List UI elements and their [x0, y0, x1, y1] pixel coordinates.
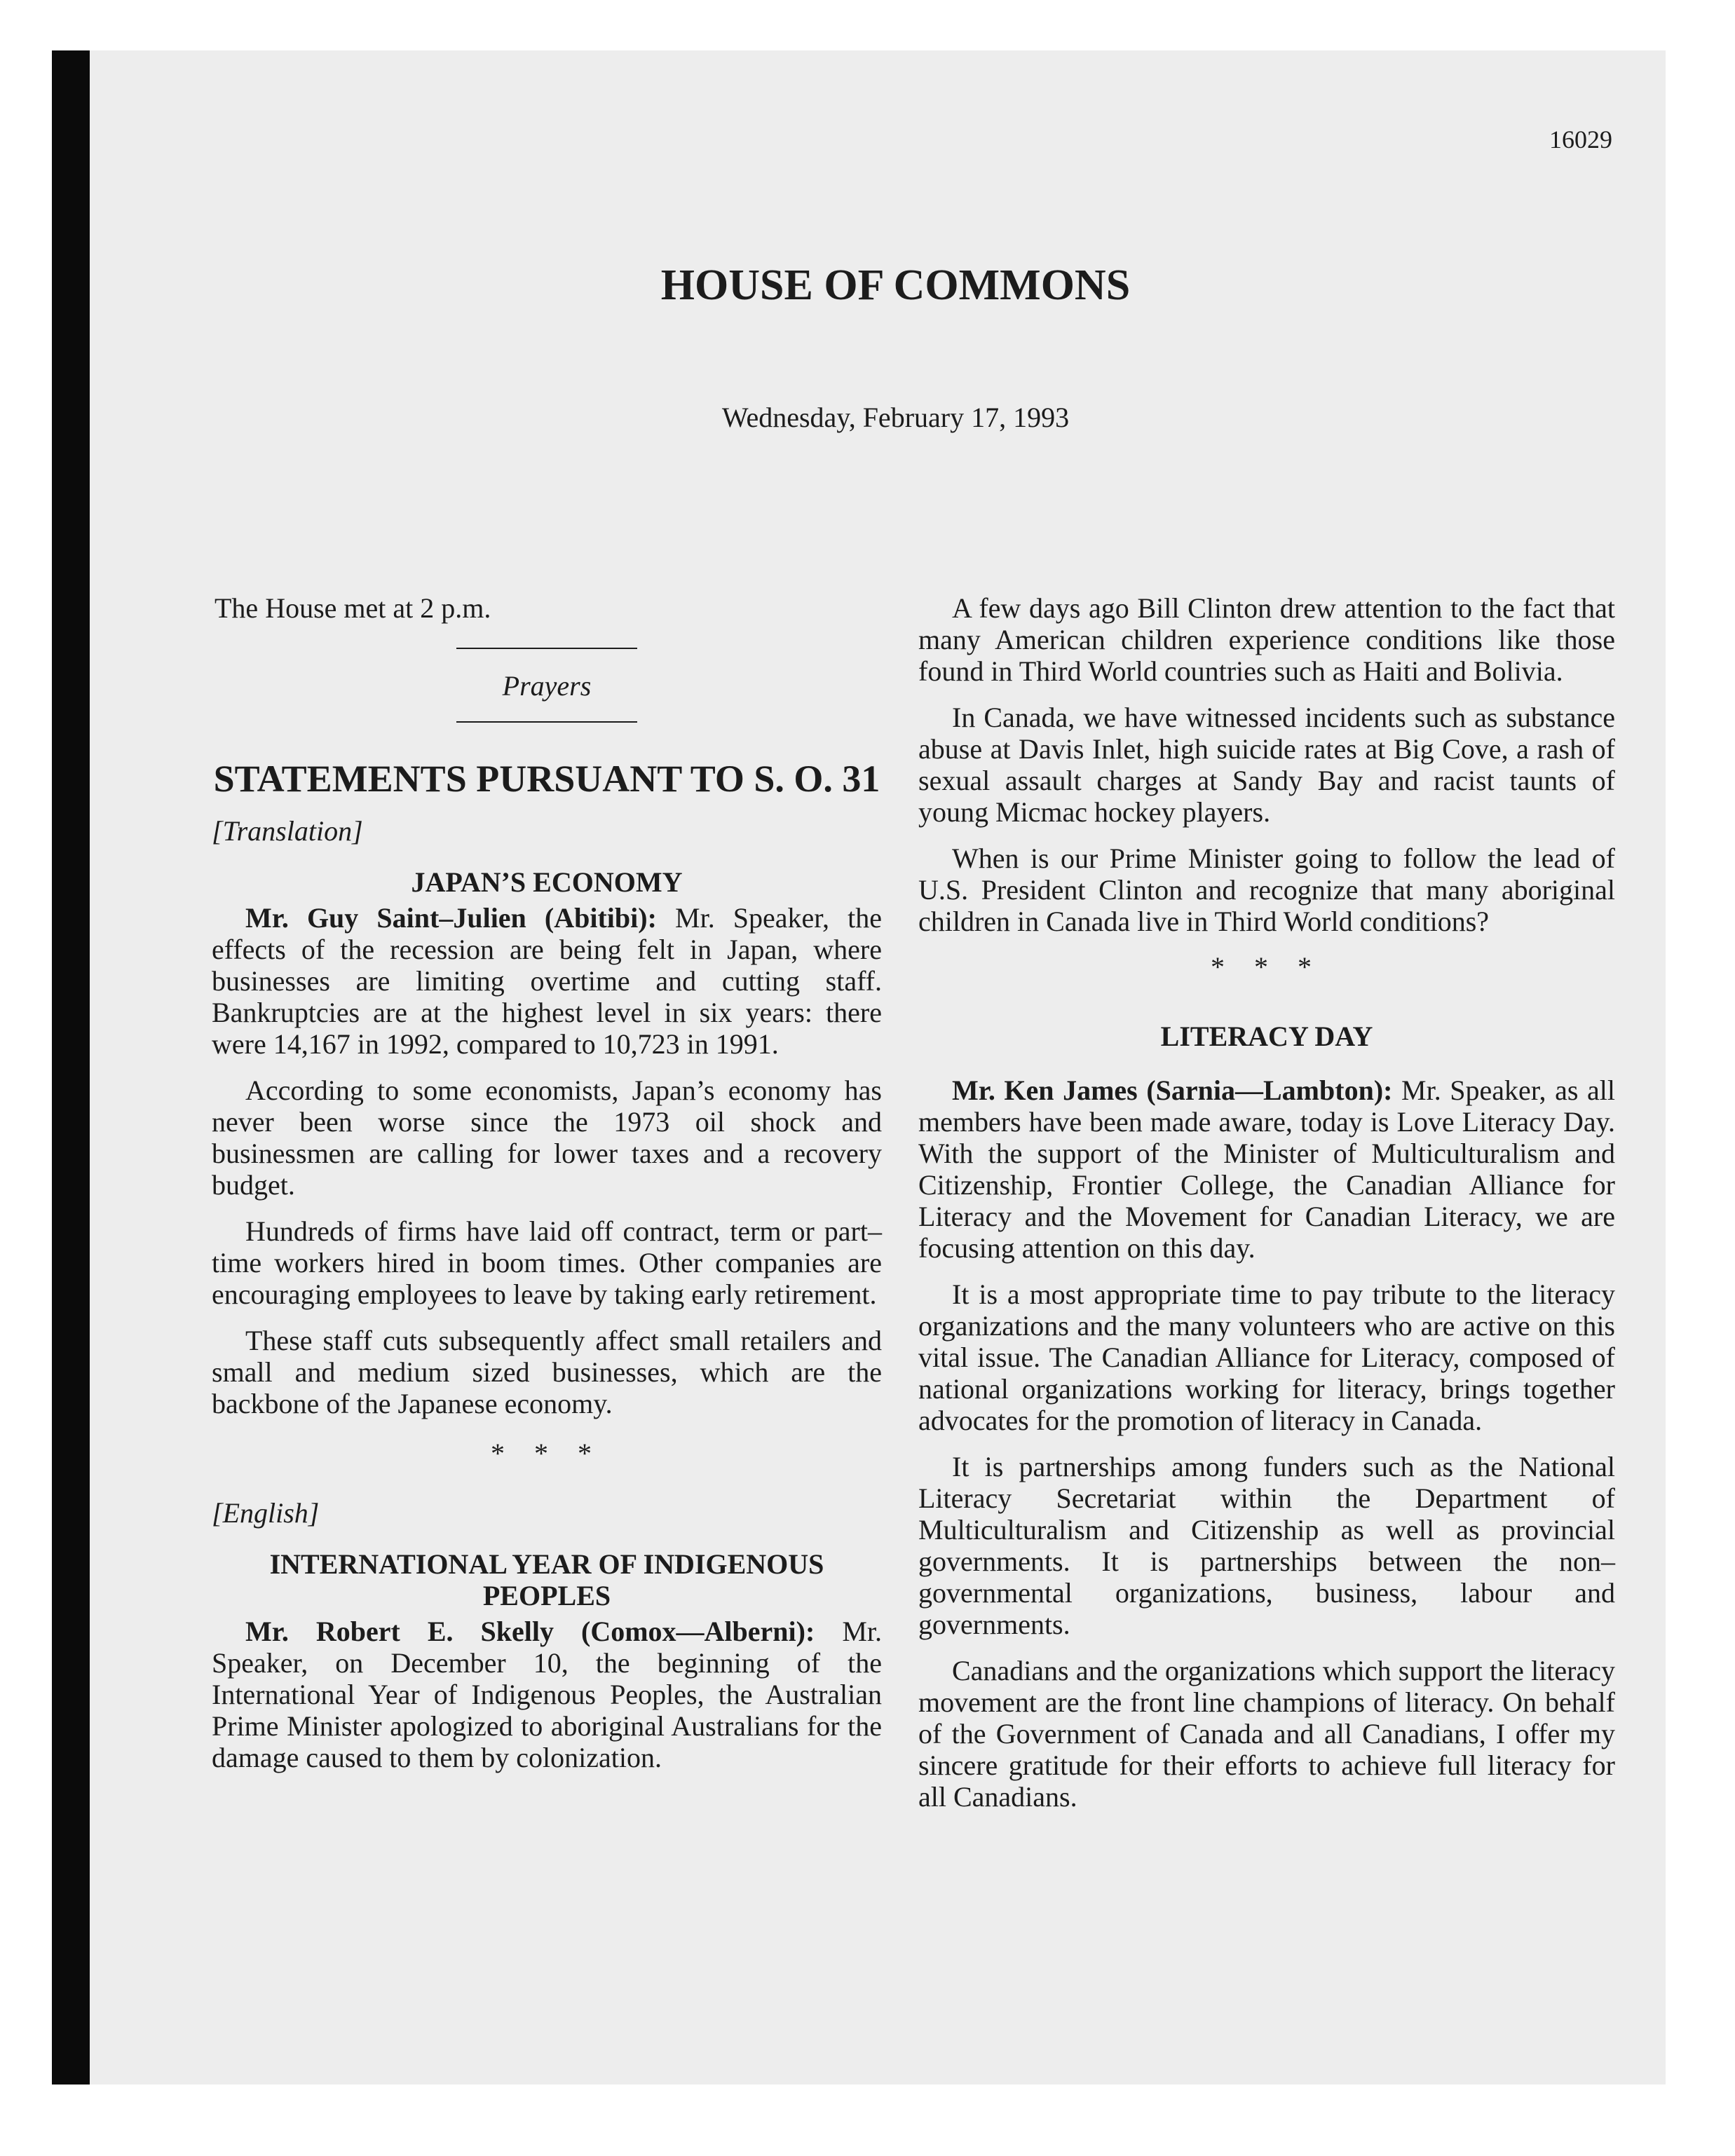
page-number: 16029	[1549, 125, 1612, 153]
translation-tag: [Translation]	[212, 815, 363, 847]
paragraph: Hundreds of firms have laid off contract, term or part–time workers hired in boom times. Other companies are encouraging employees to leave by taking early retirement.	[212, 1215, 882, 1310]
english-tag: [English]	[212, 1497, 320, 1529]
section-heading-statements: STATEMENTS PURSUANT TO S. O. 31	[213, 758, 880, 800]
paragraph: Mr. Ken James (Sarnia—Lambton): Mr. Speaker, as all members have been made aware, today is Love Literacy Day. With the support of the Minister of Multiculturalism and Citizenship, Frontier College, the Canadian Alliance for Literacy and the Movement for Canadian Literacy, we are focusing attention on this day.	[918, 1074, 1615, 1264]
paragraph: A few days ago Bill Clinton drew attention to the fact that many American children experience conditions like those found in Third World countries such as Haiti and Bolivia.	[918, 592, 1615, 687]
prayers-label: Prayers	[502, 670, 592, 702]
divider-rule	[456, 648, 637, 649]
left-column	[212, 592, 882, 1788]
paragraph: It is partnerships among funders such as the National Literacy Secretariat within the Department of Multiculturalism and Citizenship as well as provincial governments. It is partnerships between the non–governmental organizations, business, labour and governments.	[918, 1451, 1615, 1640]
right-column	[918, 592, 1615, 1827]
speaker-name: Mr. Robert E. Skelly (Comox—Alberni):	[245, 1616, 815, 1647]
section-separator: * * *	[1211, 951, 1323, 983]
heading-literacy-day: LITERACY DAY	[1160, 1021, 1373, 1052]
paragraph: It is a most appropriate time to pay tribute to the literacy organizations and the many volunteers who are active on this vital issue. The Canadian Alliance for Literacy, composed of national organizations working for literacy, brings together advocates for the promotion of literacy in Canada.	[918, 1278, 1615, 1436]
speaker-name: Mr. Ken James (Sarnia—Lambton):	[952, 1074, 1393, 1106]
heading-japans-economy: JAPAN’S ECONOMY	[411, 866, 683, 898]
paragraph: Canadians and the organizations which support the literacy movement are the front line champions of literacy. On behalf of the Government of Canada and all Canadians, I offer my sincere gratitude for their efforts to achieve full literacy for all Canadians.	[918, 1655, 1615, 1813]
paragraph: When is our Prime Minister going to follow the lead of U.S. President Clinton and recognize that many aboriginal children in Canada live in Third World conditions?	[918, 842, 1615, 937]
scan-edge-shadow	[52, 50, 90, 2085]
paragraph: Mr. Robert E. Skelly (Comox—Alberni): Mr. Speaker, on December 10, the beginning of the International Year of Indigenous Peoples, the Australian Prime Minister apologized to aboriginal Australians for the damage caused to them by colonization.	[212, 1616, 882, 1773]
divider-rule	[456, 721, 637, 723]
speaker-name: Mr. Guy Saint–Julien (Abitibi):	[245, 902, 657, 934]
paragraph: These staff cuts subsequently affect small retailers and small and medium sized businesses, which are the backbone of the Japanese economy.	[212, 1325, 882, 1419]
section-separator: * * *	[491, 1438, 603, 1469]
paragraph: Mr. Guy Saint–Julien (Abitibi): Mr. Speaker, the effects of the recession are being felt in Japan, where businesses are limiting overtime and cutting staff. Bankruptcies are at the highest level in six years: there were 14,167 in 1992, compared to 10,723 in 1991.	[212, 902, 882, 1060]
house-met-line: The House met at 2 p.m.	[215, 592, 491, 624]
sitting-date: Wednesday, February 17, 1993	[721, 402, 1070, 433]
page-title: HOUSE OF COMMONS	[660, 261, 1131, 309]
paragraph: According to some economists, Japan’s economy has never been worse since the 1973 oil shock and businessmen are calling for lower taxes and a recovery budget.	[212, 1074, 882, 1201]
paragraph: In Canada, we have witnessed incidents such as substance abuse at Davis Inlet, high suicide rates at Big Cove, a rash of sexual assault charges at Sandy Bay and racist taunts of young Micmac hockey players.	[918, 702, 1615, 828]
heading-indigenous-peoples: INTERNATIONAL YEAR OF INDIGENOUS PEOPLES	[269, 1548, 824, 1611]
